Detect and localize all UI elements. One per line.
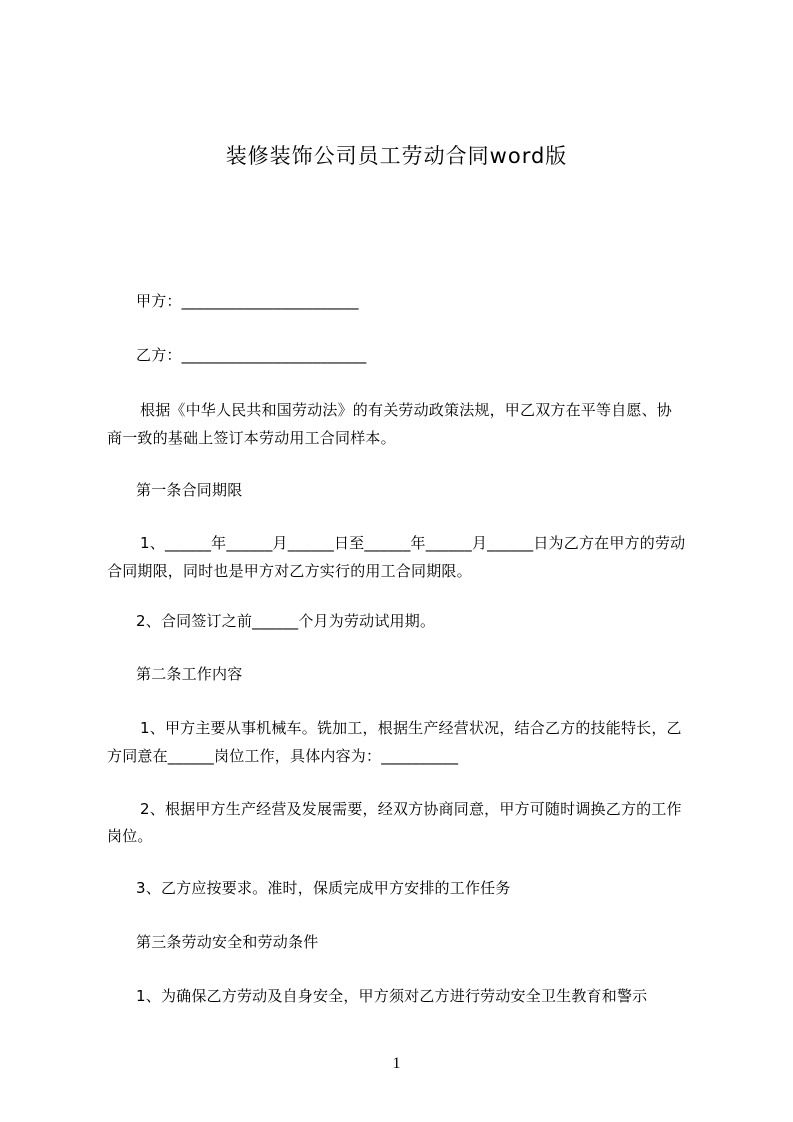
article-2-item-3: 3、乙方应按要求。准时，保质完成甲方安排的工作任务 [136, 879, 511, 897]
page-number: 1 [392, 1055, 401, 1072]
article-3-heading: 第三条劳动安全和劳动条件 [136, 933, 319, 951]
document-title: 装修装饰公司员工劳动合同word版 [225, 144, 568, 168]
party-b-line: 乙方：________________________ [136, 346, 367, 364]
article-2-item-1-line-1: 1、甲方主要从事机械车。铣加工，根据生产经营状况，结合乙方的技能特长，乙 [140, 719, 682, 737]
article-1-heading: 第一条合同期限 [136, 481, 243, 499]
article-3-item-1: 1、为确保乙方劳动及自身安全，甲方须对乙方进行劳动安全卫生教育和警示 [136, 987, 648, 1005]
intro-paragraph-line-2: 商一致的基础上签订本劳动用工合同样本。 [107, 429, 396, 447]
article-1-item-2: 2、合同签订之前______个月为劳动试用期。 [136, 612, 436, 630]
intro-paragraph-line-1: 根据《中华人民共和国劳动法》的有关劳动政策法规，甲乙双方在平等自愿、协 [140, 401, 673, 419]
party-a-line: 甲方：_______________________ [136, 292, 359, 310]
article-2-item-2-line-1: 2、根据甲方生产经营及发展需要，经双方协商同意，甲方可随时调换乙方的工作 [140, 800, 682, 818]
article-2-heading: 第二条工作内容 [136, 665, 243, 683]
article-1-item-1-line-2: 合同期限，同时也是甲方对乙方实行的用工合同期限。 [107, 562, 472, 580]
article-1-item-1-line-1: 1、______年______月______日至______年______月______日为乙方在甲方的劳动 [140, 534, 686, 552]
article-2-item-2-line-2: 岗位。 [107, 827, 153, 845]
article-2-item-1-line-2: 方同意在______岗位工作，具体内容为：__________ [107, 747, 459, 765]
